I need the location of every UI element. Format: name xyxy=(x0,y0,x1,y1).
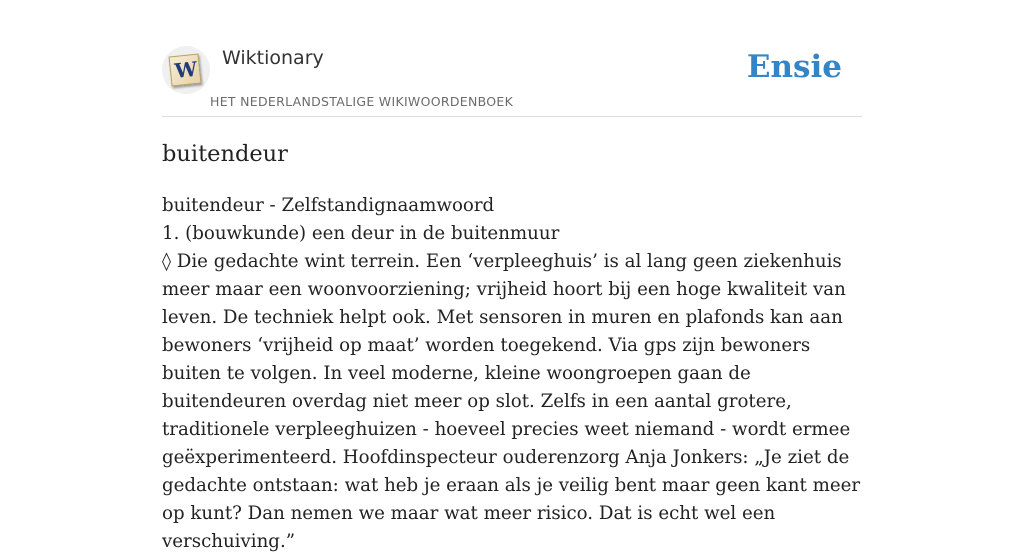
logo-letter: W xyxy=(173,56,199,84)
site-header xyxy=(162,40,862,117)
definition-line: 1. (bouwkunde) een deur in de buitenmuur xyxy=(162,223,560,244)
example-quote: ◊ Die gedachte wint terrein. Een ‘verpleeghuis’ is al lang geen ziekenhuis meer maar een woonvoorziening; vrijheid hoort bij een hoge kwaliteit van leven. De techniek helpt ook. Met sensoren in muren en plafonds kan aan bewoners ‘vrijheid op maat’ worden toegekend. Via gps zijn bewoners buiten te volgen. In veel moderne, kleine woongroepen gaan de buitendeuren overdag niet meer op slot. Zelfs in een aantal grotere, traditionele verpleeghuizen - hoeveel precies weet niemand - wordt ermee geëxperimenteerd. Hoofdinspecteur ouderenzorg Anja Jonkers: „Je ziet de gedachte ontstaan: wat heb je eraan als je veilig bent maar geen kant meer op kunt? Dan nemen we maar wat meer risico. Dat is echt wel een verschuiving.” xyxy=(162,251,861,552)
site-name[interactable]: Wiktionary xyxy=(222,47,324,69)
entry-content xyxy=(162,192,862,556)
ensie-brand-link[interactable]: Ensie xyxy=(746,49,842,85)
word-type-line: buitendeur - Zelfstandignaamwoord xyxy=(162,195,495,216)
site-tagline: HET NEDERLANDSTALIGE WIKIWOORDENBOEK xyxy=(210,94,514,109)
logo-tile xyxy=(169,54,202,87)
wiktionary-logo-icon[interactable] xyxy=(162,46,210,94)
page-title: buitendeur xyxy=(162,141,288,167)
